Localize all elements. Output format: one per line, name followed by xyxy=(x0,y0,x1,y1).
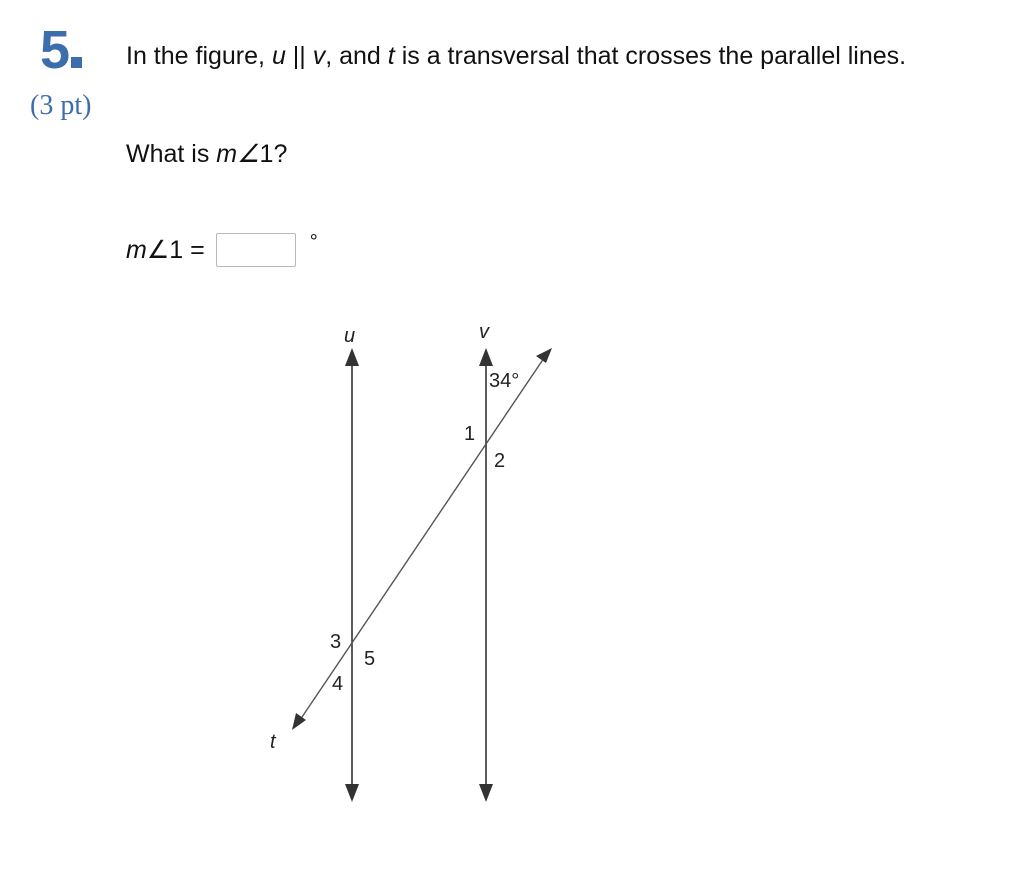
angle-label-3: 3 xyxy=(330,631,342,653)
angle-label-2: 2 xyxy=(494,450,506,472)
label-u: u xyxy=(344,325,356,347)
label-v: v xyxy=(479,321,489,343)
question-number-marker xyxy=(71,57,82,68)
answer-label-rest: ∠1 = xyxy=(146,236,205,264)
angle-answer-input[interactable] xyxy=(216,233,296,267)
stem-parallel-symbol: || xyxy=(285,42,313,70)
label-t: t xyxy=(270,731,276,753)
question-prompt xyxy=(126,136,287,172)
question-stem xyxy=(126,38,906,74)
stem-text-2: , and xyxy=(325,42,388,70)
prompt-text-before: What is xyxy=(126,140,217,168)
prompt-text-after: 1? xyxy=(259,140,288,168)
angle-label-5: 5 xyxy=(364,648,376,670)
line-t-arrow-bottom xyxy=(292,713,306,730)
stem-var-u: u xyxy=(271,42,286,70)
question-number xyxy=(40,20,82,80)
stem-var-v: v xyxy=(312,42,326,70)
question-points: (3 pt) xyxy=(30,90,92,121)
line-t xyxy=(300,358,544,720)
line-u-arrow-top xyxy=(345,348,359,366)
stem-text-3: is a transversal that crosses the parallel lines. xyxy=(394,42,907,70)
answer-row xyxy=(126,230,318,270)
degree-unit: ° xyxy=(309,230,318,253)
question-number-text: 5 xyxy=(40,20,71,80)
line-t-arrow-top xyxy=(536,348,552,363)
parallel-lines-figure xyxy=(240,310,580,815)
angle-label-4: 4 xyxy=(332,673,344,695)
line-v-arrow-bottom xyxy=(479,784,493,802)
figure-svg xyxy=(240,310,580,810)
answer-label-m: m xyxy=(126,236,147,264)
line-v-arrow-top xyxy=(479,348,493,366)
stem-var-t: t xyxy=(387,42,395,70)
given-angle-34: 34° xyxy=(489,370,520,392)
prompt-angle-symbol: ∠ xyxy=(237,140,260,168)
stem-text-1: In the figure, xyxy=(126,42,272,70)
answer-label xyxy=(126,235,205,265)
line-u-arrow-bottom xyxy=(345,784,359,802)
angle-label-1: 1 xyxy=(464,423,476,445)
prompt-measure-m: m xyxy=(216,140,238,168)
